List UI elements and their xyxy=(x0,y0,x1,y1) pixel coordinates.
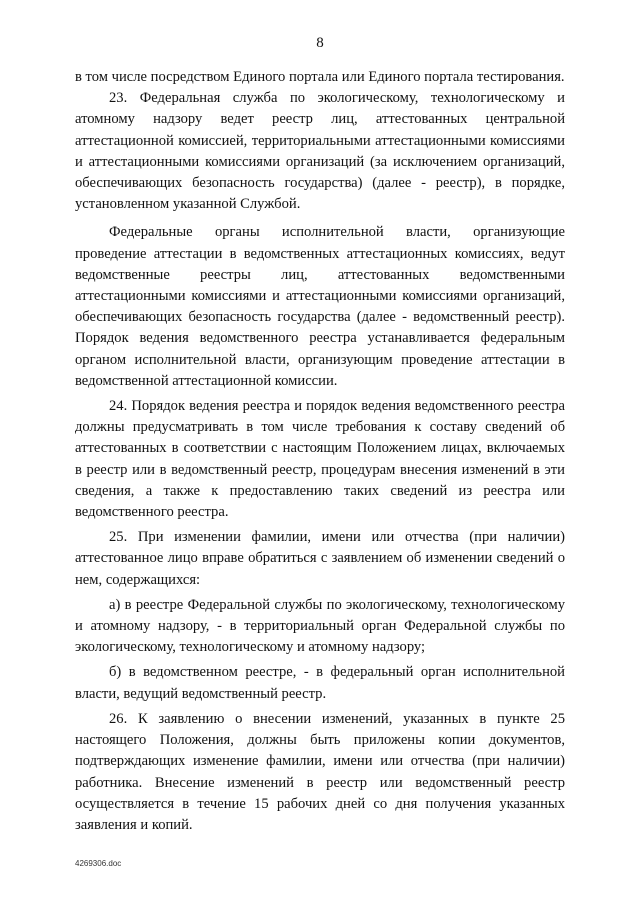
document-body xyxy=(75,67,565,836)
file-name-footer: 4269306.doc xyxy=(75,859,122,868)
paragraph-26: 26. К заявлению о внесении изменений, указанных в пункте 25 настоящего Положения, должны быть приложены копии документов, подтверждающих изменение фамилии, имени или отчества (при наличии) работника. Внесение изменений в реестр или ведомственный реестр осуществляется в течение 15 рабочих дней со дня получения указанных заявления и копий. xyxy=(75,710,565,833)
paragraph-25-a: а) в реестре Федеральной службы по экологическому, технологическому и атомному надзору, - в территориальный орган Федеральной службы по экологическому, технологическому и атомному надзору; xyxy=(75,596,565,656)
paragraph-24: 24. Порядок ведения реестра и порядок ведения ведомственного реестра должны предусматривать в том числе требования к составу сведений об аттестованных в соответствии с настоящим Положением лицах, включаемых в реестр или в ведомственный реестр, процедурам внесения изменений в эти сведения, а также к предоставлению таких сведений из реестра или ведомственного реестра. xyxy=(75,398,565,521)
paragraph-23: 23. Федеральная служба по экологическому, технологическому и атомному надзору ведет реестр лиц, аттестованных центральной аттестационной комиссией, территориальными аттестационными комиссиями и аттестационными комиссиями организаций (за исключением организаций, обеспечивающих безопасность государства) (далее - реестр), в порядке, установленном указанной Службой. xyxy=(75,90,565,213)
paragraph-continuation: в том числе посредством Единого портала или Единого портала тестирования. xyxy=(75,69,565,85)
page-number: 8 xyxy=(316,35,324,51)
paragraph-25-b: б) в ведомственном реестре, - в федеральный орган исполнительной власти, ведущий ведомственный реестр. xyxy=(75,664,565,702)
paragraph-25: 25. При изменении фамилии, имени или отчества (при наличии) аттестованное лицо вправе обратиться с заявлением об изменении сведений о нем, содержащихся: xyxy=(75,529,565,588)
paragraph-federal-bodies: Федеральные органы исполнительной власти, организующие проведение аттестации в ведомственных аттестационных комиссиях, ведут ведомственные реестры лиц, аттестованных ведомственными аттестационными комиссиями и аттестационными комиссиями организаций, обеспечивающих безопасность государства (далее - ведомственный реестр). Порядок ведения ведомственного реестра устанавливается федеральным органом исполнительной власти, организующим проведение аттестации в ведомственной аттестационной комиссии. xyxy=(75,224,565,389)
